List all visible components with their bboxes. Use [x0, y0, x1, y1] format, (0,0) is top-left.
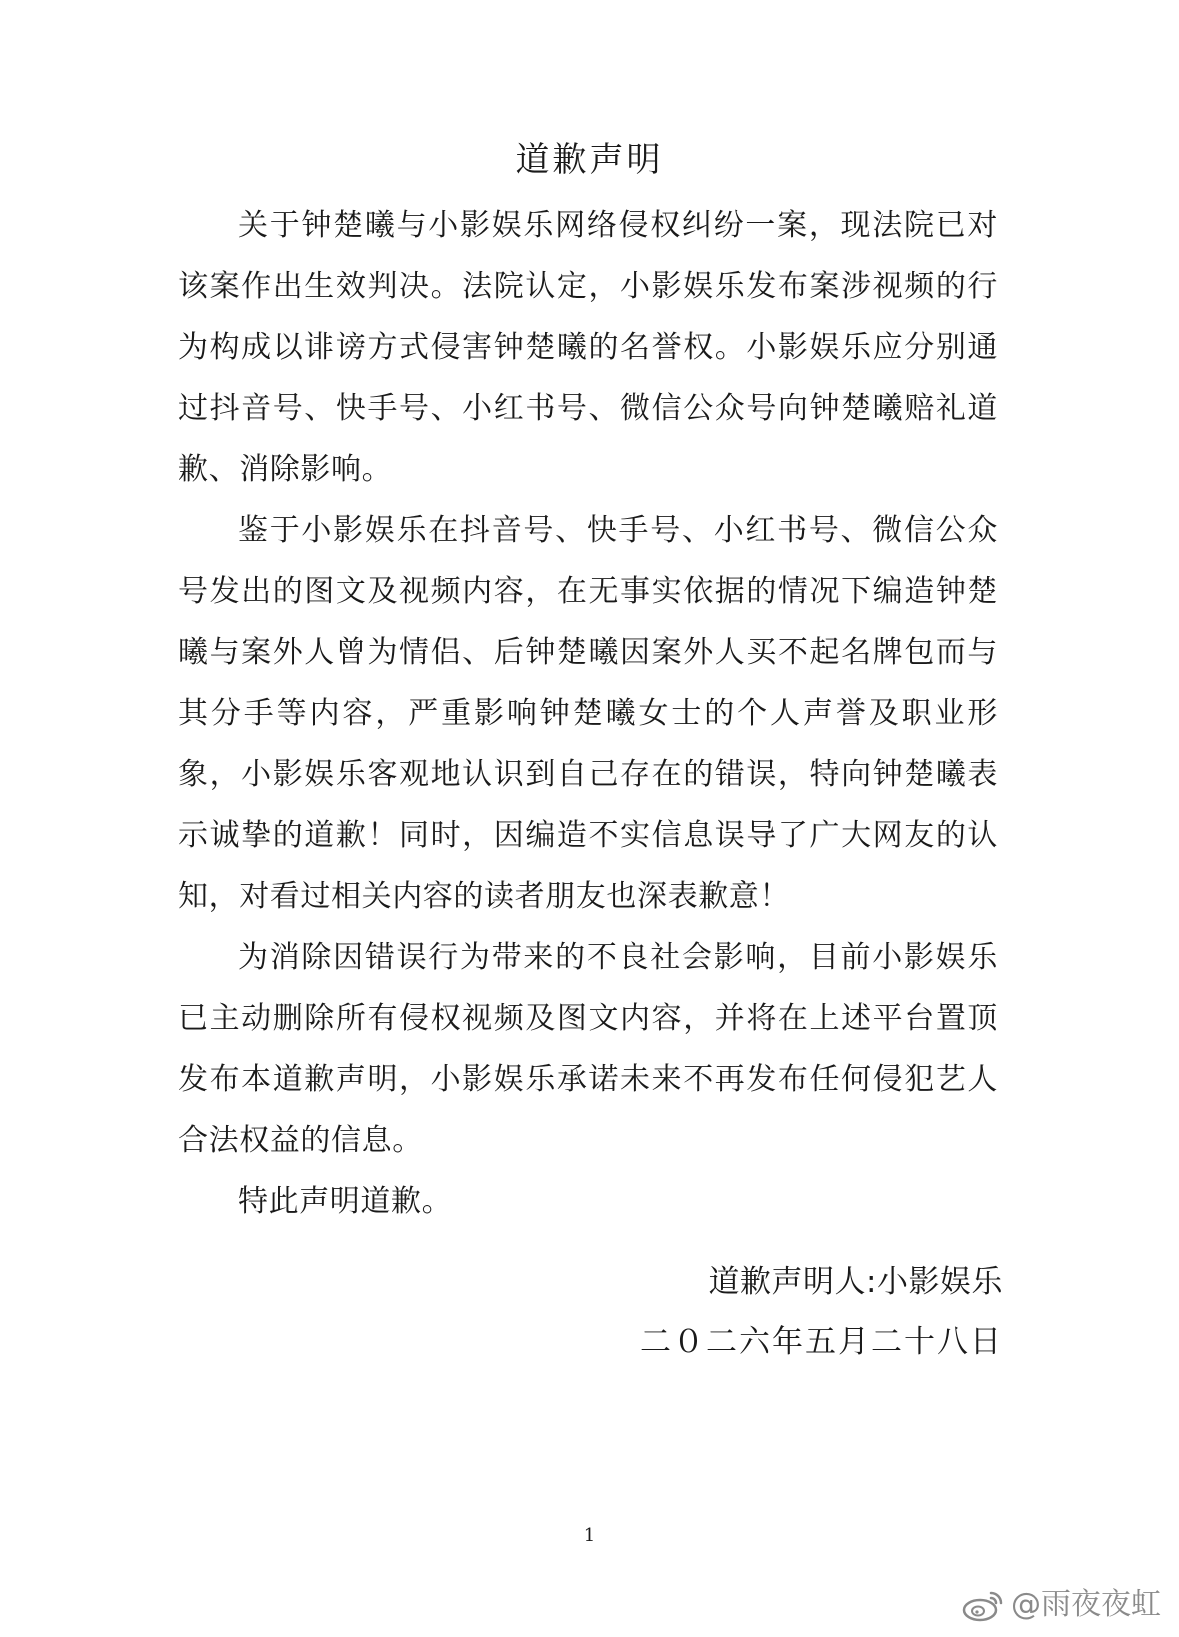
watermark: [961, 1585, 1161, 1625]
paragraph-2: 鉴于小影娱乐在抖音号、快手号、小红书号、微信公众号发出的图文及视频内容，在无事实依据的情况下编造钟楚曦与案外人曾为情侣、后钟楚曦因案外人买不起名牌包而与其分手等内容，严重影响钟楚曦女士的个人声誉及职业形象，小影娱乐客观地认识到自己存在的错误，特向钟楚曦表示诚挚的道歉！同时，因编造不实信息误导了广大网友的认知，对看过相关内容的读者朋友也深表歉意！: [178, 513, 998, 914]
signer-line: 道歉声明人:小影娱乐: [708, 1264, 1003, 1300]
document-body: [178, 195, 998, 1232]
weibo-icon: [961, 1587, 1005, 1623]
document-title: 道歉声明: [515, 140, 664, 180]
paragraph-3: 为消除因错误行为带来的不良社会影响，目前小影娱乐已主动删除所有侵权视频及图文内容，并将在上述平台置顶发布本道歉声明，小影娱乐承诺未来不再发布任何侵犯艺人合法权益的信息。: [178, 940, 998, 1158]
paragraph-4: 特此声明道歉。: [238, 1184, 453, 1219]
paragraph-1: 关于钟楚曦与小影娱乐网络侵权纠纷一案，现法院已对该案作出生效判决。法院认定，小影娱乐发布案涉视频的行为构成以诽谤方式侵害钟楚曦的名誉权。小影娱乐应分别通过抖音号、快手号、小红书号、微信公众号向钟楚曦赔礼道歉、消除影响。: [178, 208, 998, 487]
watermark-text: @雨夜夜虹: [1011, 1587, 1161, 1622]
page-number: 1: [583, 1525, 596, 1546]
date-line: 二０二六年五月二十八日: [640, 1324, 1003, 1360]
